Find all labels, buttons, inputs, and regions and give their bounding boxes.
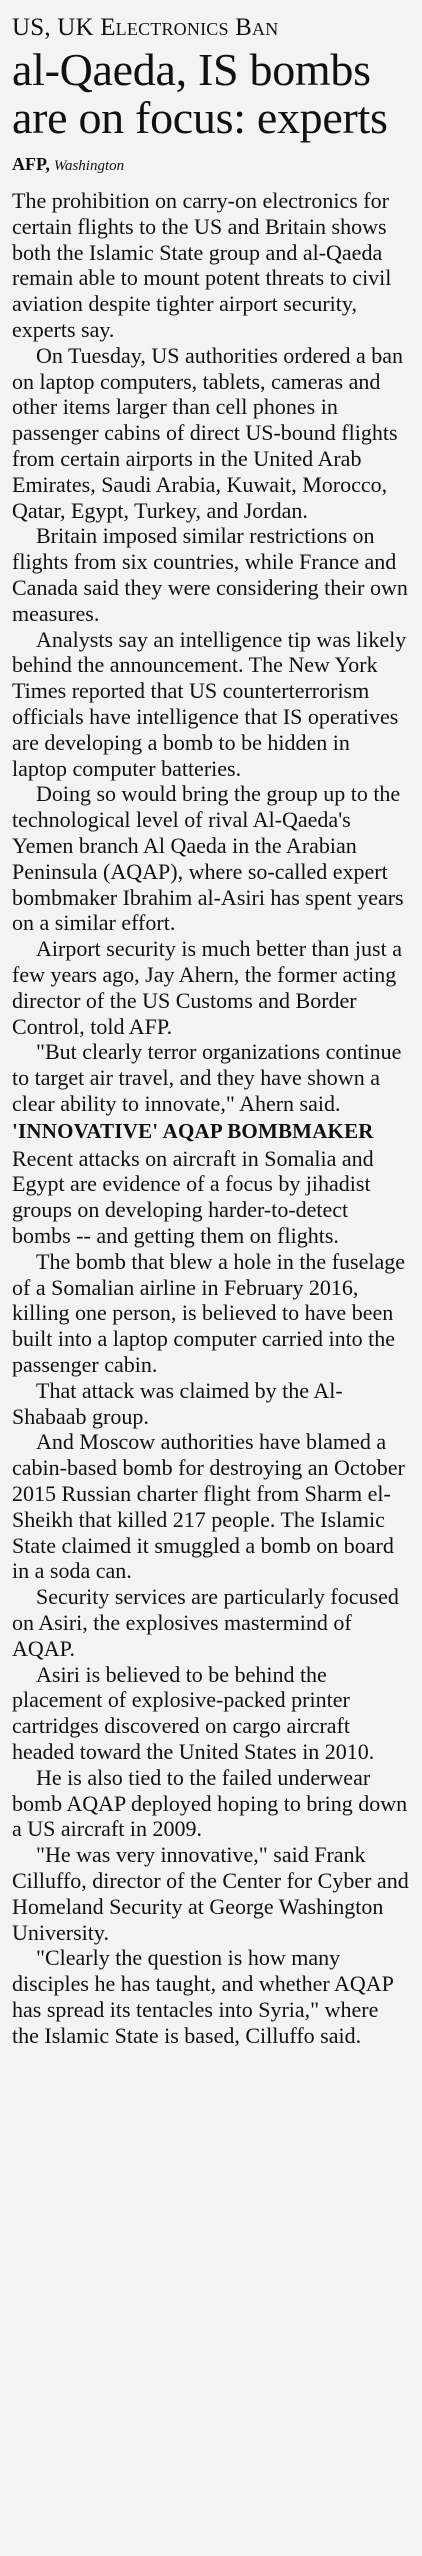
paragraph: "But clearly terror organizations continue to target air travel, and they have shown a clear ability to innovate," Ahern said.	[12, 1039, 402, 1116]
paragraph: "He was very innovative," said Frank Cilluffo, director of the Center for Cyber and Homeland Security at George Washington University.	[12, 1842, 409, 1945]
paragraph: On Tuesday, US authorities ordered a ban on laptop computers, tablets, cameras and other items larger than cell phones in passenger cabins of direct US-bound flights from certain airports in the United Arab Emirates, Saudi Arabia, Kuwait, Morocco, Qatar, Egypt, Turkey, and Jordan.	[12, 342, 404, 523]
paragraph: Analysts say an intelligence tip was likely behind the announcement. The New York Times reported that US counterterrorism officials have intelligence that IS operatives are developing a bomb to be hidden in laptop computer batteries.	[12, 626, 407, 781]
paragraph: That attack was claimed by the Al-Shabaab group.	[12, 1377, 343, 1429]
paragraph: The bomb that blew a hole in the fuselage of a Somalian airline in February 2016, killing one person, is believed to have been built into a laptop computer carried into the passenger cabin.	[12, 1248, 405, 1378]
section-subhead: 'INNOVATIVE' AQAP BOMBMAKER	[12, 1118, 374, 1143]
paragraph: And Moscow authorities have blamed a cabin-based bomb for destroying an October 2015 Russian charter flight from Sharm el-Sheikh that killed 217 people. The Islamic State claimed it smuggled a bomb on board in a soda can.	[12, 1429, 405, 1584]
paragraph: Britain imposed similar restrictions on flights from six countries, while France and Canada said they were considering their own measures.	[12, 523, 408, 626]
article-kicker: US, UK Electronics Ban	[12, 14, 279, 41]
paragraph: "Clearly the question is how many disciples he has taught, and whether AQAP has spread its tentacles into Syria," where the Islamic State is based, Cilluffo said.	[12, 1945, 394, 2048]
article-byline	[12, 154, 410, 176]
paragraph: Recent attacks on aircraft in Somalia and Egypt are evidence of a focus by jihadist groups on developing harder-to-detect bombs -- and getting them on flights.	[12, 1145, 374, 1249]
paragraph: Security services are particularly focused on Asiri, the explosives mastermind of AQAP.	[12, 1584, 399, 1661]
paragraph: Airport security is much better than just a few years ago, Jay Ahern, the former acting director of the US Customs and Border Control, told AFP.	[12, 936, 402, 1039]
byline-agency: AFP,	[12, 154, 50, 174]
paragraph: Asiri is believed to be behind the placement of explosive-packed printer cartridges discovered on cargo aircraft headed toward the United States in 2010.	[12, 1661, 375, 1765]
paragraph: Doing so would bring the group up to the technological level of rival Al-Qaeda's Yemen branch Al Qaeda in the Arabian Peninsula (AQAP), where so-called expert bombmaker Ibrahim al-Asiri has spent years on a similar effort.	[12, 781, 404, 936]
article-headline: al-Qaeda, IS bombs are on focus: experts	[12, 44, 388, 143]
article-body	[12, 188, 410, 2049]
byline-location: Washington	[53, 158, 125, 174]
paragraph: The prohibition on carry-on electronics for certain flights to the US and Britain shows both the Islamic State group and al-Qaeda remain able to mount potent threats to civil aviation despite tighter airport security, experts say.	[12, 188, 392, 342]
paragraph: He is also tied to the failed underwear bomb AQAP deployed hoping to bring down a US aircraft in 2009.	[12, 1764, 408, 1842]
